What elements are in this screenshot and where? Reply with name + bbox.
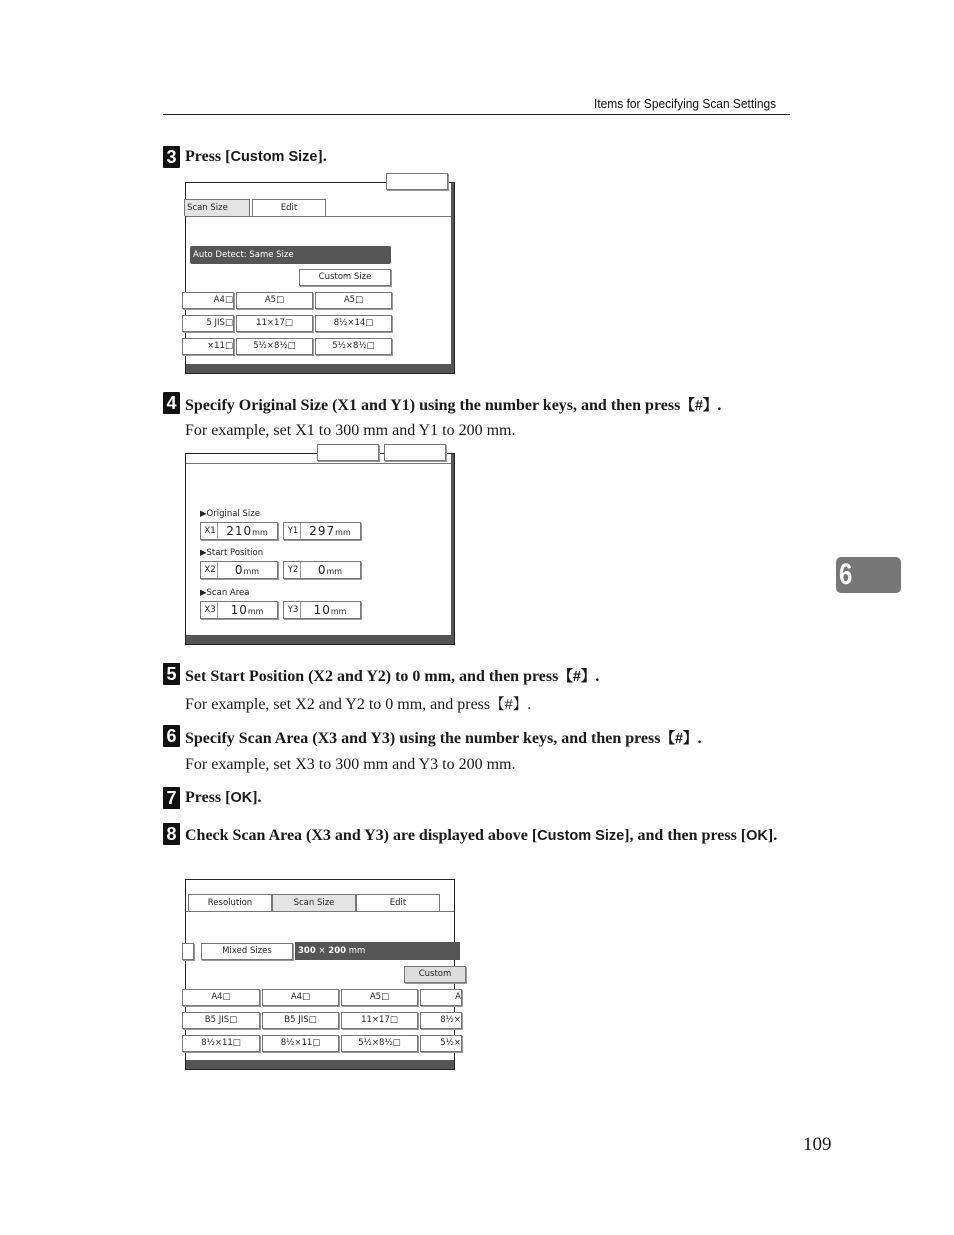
step-number: 5 bbox=[163, 663, 180, 685]
custom-size-key: Custom Size bbox=[230, 149, 318, 165]
chapter-tab bbox=[836, 557, 901, 593]
step-number: 7 bbox=[163, 787, 180, 809]
size-button[interactable]: 5½× bbox=[420, 1035, 462, 1052]
size-button[interactable]: 8½×14□ bbox=[315, 315, 392, 332]
step-text: Specify Scan Area (X3 and Y3) using the number keys, and then press【#】. bbox=[185, 730, 702, 747]
size-button[interactable]: 8½×11□ bbox=[182, 1035, 260, 1052]
top-button[interactable] bbox=[386, 173, 448, 190]
size-button[interactable]: 8½× bbox=[420, 1012, 462, 1029]
tab-edit[interactable]: Edit bbox=[252, 199, 326, 216]
step-text: Specify Original Size (X1 and Y1) using the number keys, and then press【#】. bbox=[185, 397, 722, 414]
size-button[interactable]: A4□ bbox=[182, 292, 234, 309]
y2-field[interactable]: Y2 0mm bbox=[283, 561, 361, 579]
size-button[interactable]: A5□ bbox=[236, 292, 313, 309]
size-button[interactable]: ×11□ bbox=[182, 338, 234, 355]
size-button[interactable]: A5□ bbox=[315, 292, 392, 309]
step-4-example: For example, set X1 to 300 mm and Y1 to 200 mm. bbox=[185, 422, 516, 439]
size-button[interactable]: 8½×11□ bbox=[262, 1035, 339, 1052]
hash-key: 【#】 bbox=[490, 697, 528, 713]
screenshot-original-size bbox=[185, 453, 455, 645]
custom-size-display: 300 × 200 mm bbox=[295, 942, 460, 960]
x1-field[interactable]: X1 210mm bbox=[200, 522, 278, 540]
step-text: Check Scan Area (X3 and Y3) are displayed above [Custom Size], and then press [OK]. bbox=[185, 827, 778, 844]
step-number: 4 bbox=[163, 392, 180, 414]
tab-scan-size[interactable]: Scan Size bbox=[272, 894, 356, 911]
size-button[interactable]: 11×17□ bbox=[236, 315, 313, 332]
size-button[interactable] bbox=[182, 943, 194, 960]
scan-area-label: ▶Scan Area bbox=[200, 588, 250, 598]
size-button[interactable]: 11×17□ bbox=[341, 1012, 418, 1029]
hash-key: 【#】 bbox=[558, 669, 596, 685]
mixed-sizes-button[interactable]: Mixed Sizes bbox=[201, 943, 293, 960]
custom-size-button[interactable]: Custom Size bbox=[299, 269, 391, 286]
x2-field[interactable]: X2 0mm bbox=[200, 561, 278, 579]
step-number: 6 bbox=[163, 725, 180, 747]
screenshot-scan-size-result bbox=[185, 879, 461, 1070]
step-text: Press [OK]. bbox=[185, 789, 262, 806]
top-button[interactable] bbox=[384, 444, 446, 461]
size-button[interactable]: A4□ bbox=[182, 989, 260, 1006]
size-button[interactable]: B5 JIS□ bbox=[182, 1012, 260, 1029]
tab-edit[interactable]: Edit bbox=[356, 894, 440, 911]
size-button[interactable]: 5 JIS□ bbox=[182, 315, 234, 332]
size-button[interactable]: 5½×8½□ bbox=[341, 1035, 418, 1052]
step-5-example: For example, set X2 and Y2 to 0 mm, and press【#】. bbox=[185, 696, 532, 713]
hash-key: 【#】 bbox=[660, 731, 698, 747]
tab-scan-size[interactable]: Scan Size bbox=[184, 199, 250, 216]
custom-button[interactable]: Custom bbox=[404, 966, 466, 983]
original-size-label: ▶Original Size bbox=[200, 509, 260, 519]
screenshot-scan-size bbox=[185, 182, 455, 374]
tab-resolution[interactable]: Resolution bbox=[188, 894, 272, 911]
step-text: Press [Custom Size]. bbox=[185, 148, 327, 165]
step-number: 8 bbox=[163, 823, 180, 845]
size-button[interactable]: A4□ bbox=[262, 989, 339, 1006]
step-number: 3 bbox=[163, 146, 180, 168]
step-6-example: For example, set X3 to 300 mm and Y3 to 200 mm. bbox=[185, 756, 516, 773]
ok-key: OK bbox=[230, 790, 253, 806]
x3-field[interactable]: X3 10mm bbox=[200, 601, 278, 619]
step-text: Set Start Position (X2 and Y2) to 0 mm, and then press【#】. bbox=[185, 668, 600, 685]
hash-key: 【#】 bbox=[680, 398, 718, 414]
page-header-title: Items for Specifying Scan Settings bbox=[594, 96, 777, 111]
y1-field[interactable]: Y1 297mm bbox=[283, 522, 361, 540]
top-button[interactable] bbox=[317, 444, 379, 461]
y3-field[interactable]: Y3 10mm bbox=[283, 601, 361, 619]
size-button[interactable]: A5□ bbox=[341, 989, 418, 1006]
page-number: 109 bbox=[803, 1134, 832, 1155]
size-button[interactable]: A bbox=[420, 989, 462, 1006]
custom-size-key: Custom Size bbox=[537, 828, 625, 844]
ok-key: OK bbox=[746, 828, 768, 844]
size-button[interactable]: 5½×8½□ bbox=[315, 338, 392, 355]
header-rule bbox=[163, 114, 790, 115]
size-button[interactable]: B5 JIS□ bbox=[262, 1012, 339, 1029]
size-button[interactable]: 5½×8½□ bbox=[236, 338, 313, 355]
start-position-label: ▶Start Position bbox=[200, 548, 264, 558]
auto-detect-bar: Auto Detect: Same Size bbox=[190, 246, 391, 264]
chapter-tab-number: 6 bbox=[839, 558, 853, 591]
